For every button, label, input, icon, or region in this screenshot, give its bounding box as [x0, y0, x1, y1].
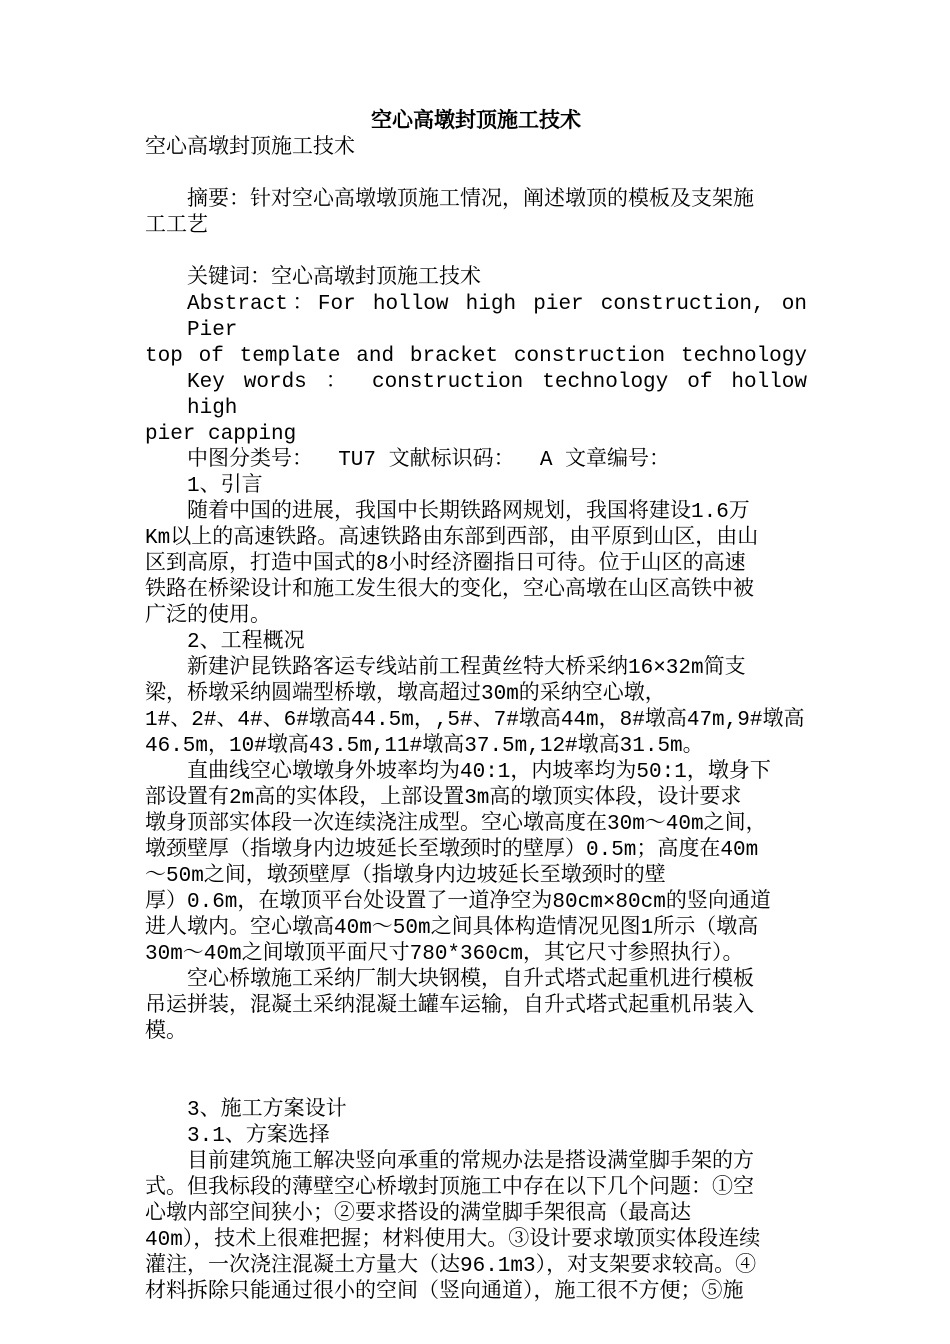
document-body — [145, 136, 807, 1306]
text-line: 梁，桥墩采纳圆端型桥墩，墩高超过30m的采纳空心墩， — [145, 683, 666, 706]
text-line: 空心高墩封顶施工技术 — [145, 137, 355, 160]
document-title: 空心高墩封顶施工技术 — [371, 111, 581, 134]
text-line: 部设置有2m高的实体段，上部设置3m高的墩顶实体段，设计要求 — [145, 787, 742, 810]
text-line: 模。 — [145, 1021, 187, 1044]
text-line: Key words ： construction technology of hollow high — [187, 371, 807, 420]
text-line: Abstract：For hollow high pier construction, on Pier — [187, 293, 807, 342]
text-line: ～50m之间，墩颈壁厚（指墩身内边坡延长至墩颈时的壁 — [145, 865, 666, 888]
text-line: 2、工程概况 — [187, 631, 305, 654]
blank-line — [145, 162, 807, 188]
text-line: 厚）0.6m，在墩顶平台处设置了一道净空为80cm×80cm的竖向通道 — [145, 891, 771, 914]
text-line: 铁路在桥梁设计和施工发生很大的变化，空心高墩在山区高铁中被 — [145, 579, 754, 602]
text-line: 关键词：空心高墩封顶施工技术 — [187, 267, 481, 290]
text-line: 吊运拼装，混凝土采纳混凝土罐车运输，自升式塔式起重机吊装入 — [145, 995, 754, 1018]
text-line: 材料拆除只能通过很小的空间（竖向通道），施工很不方便；⑤施 — [145, 1281, 744, 1304]
text-line: 摘要：针对空心高墩墩顶施工情况，阐述墩顶的模板及支架施 — [187, 189, 754, 212]
text-line: 墩颈壁厚（指墩身内边坡延长至墩颈时的壁厚）0.5m；高度在40m — [145, 839, 759, 862]
text-line: 3.1、方案选择 — [187, 1125, 330, 1148]
text-line: 目前建筑施工解决竖向承重的常规办法是搭设满堂脚手架的方 — [187, 1151, 754, 1174]
text-line: 空心桥墩施工采纳厂制大块钢模，自升式塔式起重机进行模板 — [187, 969, 754, 992]
text-line: Km以上的高速铁路。高速铁路由东部到西部，由平原到山区，由山 — [145, 527, 759, 550]
text-line: 心墩内部空间狭小；②要求搭设的满堂脚手架很高（最高达 — [145, 1203, 691, 1226]
text-line: 1#、2#、4#、6#墩高44.5m，,5#、7#墩高44m，8#墩高47m,9#墩高 — [145, 709, 805, 732]
text-line: 30m～40m之间墩顶平面尺寸780*360cm，其它尺寸参照执行）。 — [145, 943, 744, 966]
text-line: 工工艺 — [145, 215, 208, 238]
text-line: 墩身顶部实体段一次连续浇注成型。空心墩高度在30m～40m之间， — [145, 813, 767, 836]
text-line: top of template and bracket construction technology — [145, 345, 807, 368]
text-line: 直曲线空心墩墩身外坡率均为40:1，内坡率均为50:1，墩身下 — [187, 761, 771, 784]
text-line: 40m），技术上很难把握；材料使用大。③设计要求墩顶实体段连续 — [145, 1229, 761, 1252]
text-line: 新建沪昆铁路客运专线站前工程黄丝特大桥采纳16×32m简支 — [187, 657, 746, 680]
text-line: 进人墩内。空心墩高40m～50m之间具体构造情况见图1所示（墩高 — [145, 917, 759, 940]
blank-line — [145, 1072, 807, 1098]
blank-line — [145, 240, 807, 266]
text-line: 3、施工方案设计 — [187, 1099, 347, 1122]
text-line: 灌注，一次浇注混凝土方量大（达96.1m3），对支架要求较高。④ — [145, 1255, 757, 1278]
text-line: 区到高原，打造中国式的8小时经济圈指日可待。位于山区的高速 — [145, 553, 746, 576]
text-line: pier capping — [145, 423, 297, 446]
text-line: 46.5m，10#墩高43.5m,11#墩高37.5m,12#墩高31.5m。 — [145, 735, 704, 758]
text-line: 随着中国的进展，我国中长期铁路网规划，我国将建设1.6万 — [187, 501, 750, 524]
text-line: 中图分类号： TU7 文献标识码： A 文章编号： — [187, 449, 671, 472]
text-line: 1、引言 — [187, 475, 263, 498]
text-line: 式。但我标段的薄壁空心桥墩封顶施工中存在以下几个问题：①空 — [145, 1177, 754, 1200]
text-line: 广泛的使用。 — [145, 605, 271, 628]
blank-line — [145, 1046, 807, 1072]
